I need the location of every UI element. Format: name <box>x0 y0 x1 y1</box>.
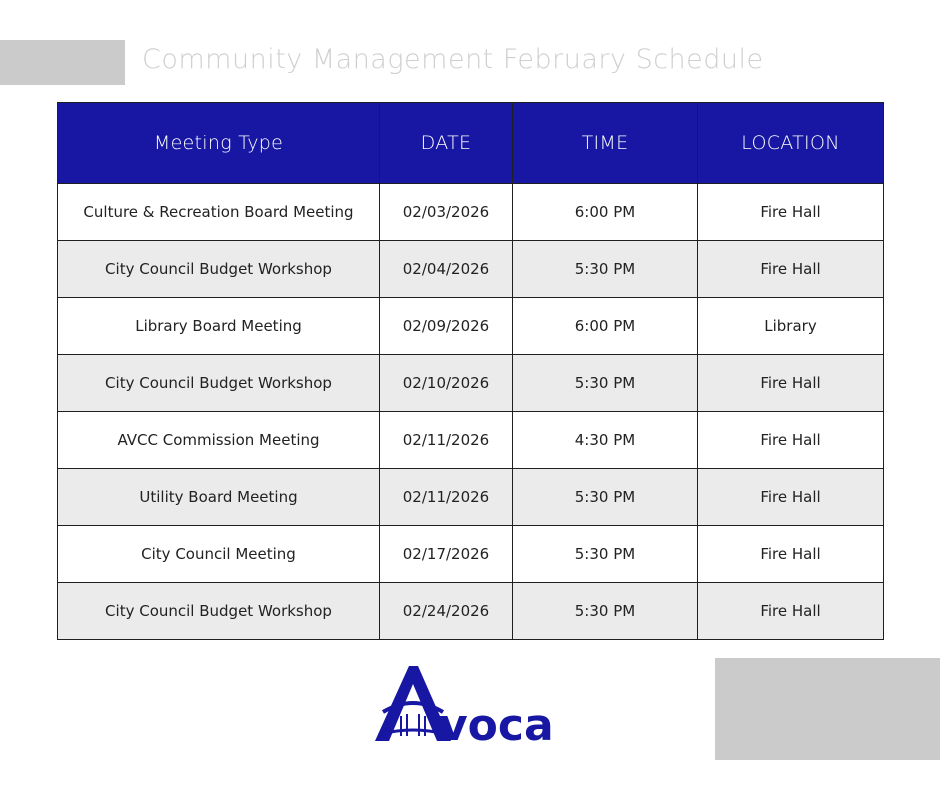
cell-time: 5:30 PM <box>513 355 698 412</box>
header-time: TIME <box>513 103 698 184</box>
cell-location: Library <box>698 298 884 355</box>
table-row <box>58 469 884 526</box>
avoca-logo <box>375 664 575 744</box>
cell-time: 5:30 PM <box>513 241 698 298</box>
cell-location: Fire Hall <box>698 412 884 469</box>
cell-location: Fire Hall <box>698 583 884 640</box>
cell-time: 6:00 PM <box>513 184 698 241</box>
cell-location: Fire Hall <box>698 469 884 526</box>
cell-meeting-type: City Council Meeting <box>58 526 380 583</box>
cell-meeting-type: City Council Budget Workshop <box>58 355 380 412</box>
cell-meeting-type: City Council Budget Workshop <box>58 583 380 640</box>
cell-meeting-type: City Council Budget Workshop <box>58 241 380 298</box>
cell-meeting-type: Culture & Recreation Board Meeting <box>58 184 380 241</box>
cell-date: 02/24/2026 <box>380 583 513 640</box>
schedule-table <box>57 102 884 640</box>
table-row <box>58 526 884 583</box>
cell-time: 5:30 PM <box>513 469 698 526</box>
cell-date: 02/11/2026 <box>380 412 513 469</box>
cell-date: 02/11/2026 <box>380 469 513 526</box>
header-location: LOCATION <box>698 103 884 184</box>
cell-meeting-type: AVCC Commission Meeting <box>58 412 380 469</box>
cell-meeting-type: Library Board Meeting <box>58 298 380 355</box>
decorative-gray-block-bottom <box>715 658 940 760</box>
cell-date: 02/09/2026 <box>380 298 513 355</box>
page-title: Community Management February Schedule <box>142 44 764 75</box>
header-meeting-type: Meeting Type <box>58 103 380 184</box>
cell-meeting-type: Utility Board Meeting <box>58 469 380 526</box>
cell-time: 5:30 PM <box>513 526 698 583</box>
table-row <box>58 184 884 241</box>
cell-date: 02/17/2026 <box>380 526 513 583</box>
table-row <box>58 412 884 469</box>
cell-time: 4:30 PM <box>513 412 698 469</box>
table-header-row <box>58 103 884 184</box>
cell-location: Fire Hall <box>698 355 884 412</box>
table-row <box>58 298 884 355</box>
logo-text: voca <box>439 700 554 744</box>
header-date: DATE <box>380 103 513 184</box>
cell-location: Fire Hall <box>698 241 884 298</box>
cell-time: 5:30 PM <box>513 583 698 640</box>
cell-date: 02/10/2026 <box>380 355 513 412</box>
decorative-gray-block-top <box>0 40 125 85</box>
table-row <box>58 355 884 412</box>
cell-location: Fire Hall <box>698 526 884 583</box>
cell-location: Fire Hall <box>698 184 884 241</box>
cell-time: 6:00 PM <box>513 298 698 355</box>
cell-date: 02/03/2026 <box>380 184 513 241</box>
table-row <box>58 241 884 298</box>
cell-date: 02/04/2026 <box>380 241 513 298</box>
table-row <box>58 583 884 640</box>
